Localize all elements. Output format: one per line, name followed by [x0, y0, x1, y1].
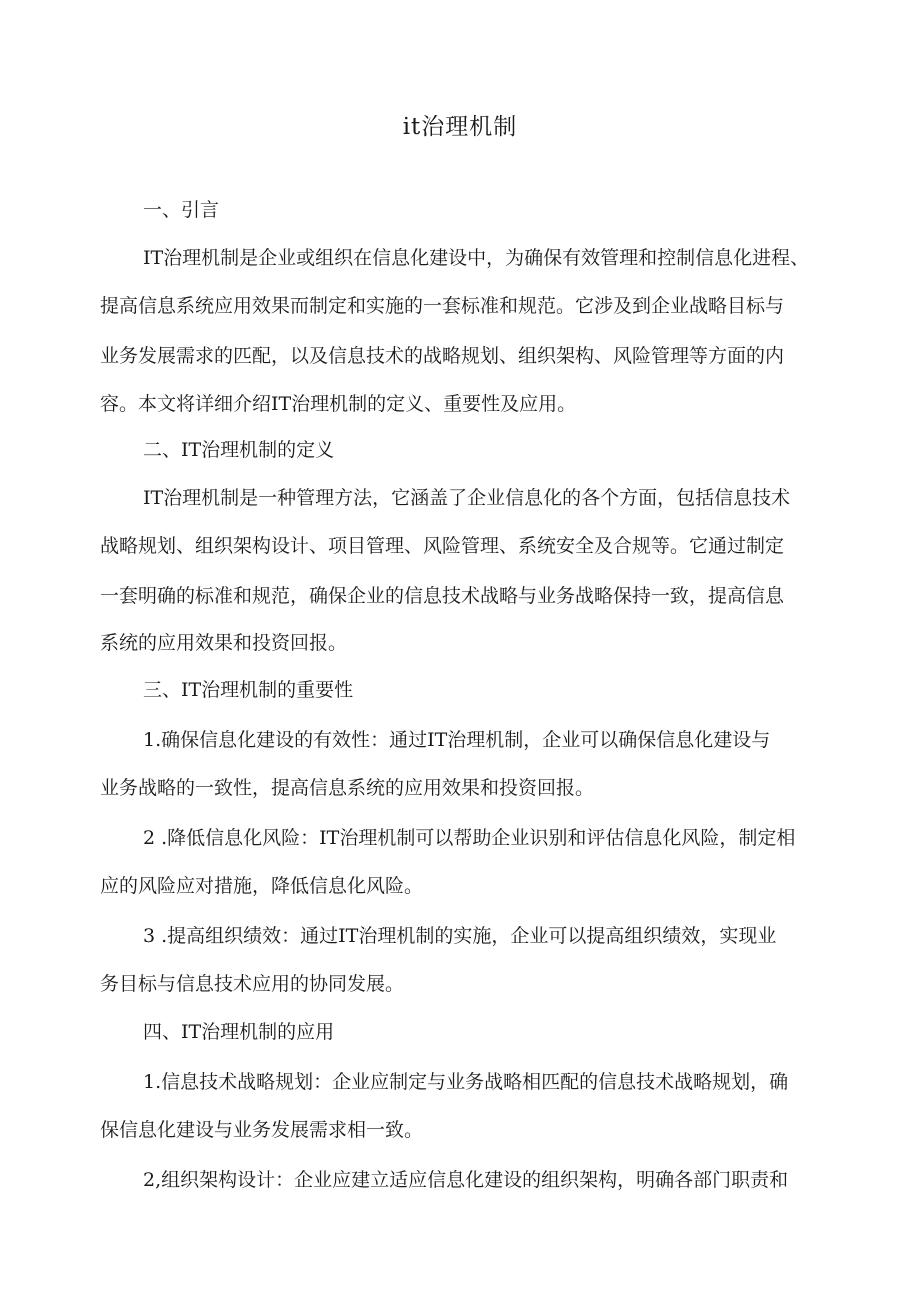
paragraph-line: 业务发展需求的匹配，以及信息技术的战略规划、组织架构、风险管理等方面的内 [100, 345, 785, 367]
section-heading-application: 四、IT治理机制的应用 [143, 1021, 335, 1043]
section-heading-importance: 三、IT治理机制的重要性 [143, 679, 354, 701]
section-heading-definition: 二、IT治理机制的定义 [143, 439, 335, 461]
section-heading-introduction: 一、引言 [143, 199, 220, 221]
document-title: it治理机制 [402, 114, 518, 140]
paragraph-line: IT治理机制是企业或组织在信息化建设中，为确保有效管理和控制信息化进程、 [143, 247, 810, 269]
paragraph-line: 战略规划、组织架构设计、项目管理、风险管理、系统安全及合规等。它通过制定 [100, 535, 785, 557]
list-item-line: 2,组织架构设计：企业应建立适应信息化建设的组织架构，明确各部门职责和 [143, 1169, 789, 1191]
list-item-line: 务目标与信息技术应用的协同发展。 [100, 973, 405, 995]
list-item-line: 应的风险应对措施，降低信息化风险。 [100, 875, 424, 897]
list-item-line: 2 .降低信息化风险：IT治理机制可以帮助企业识别和评估信息化风险，制定相 [143, 827, 796, 849]
list-item-line: 业务战略的一致性，提高信息系统的应用效果和投资回报。 [100, 777, 595, 799]
paragraph-line: 提高信息系统应用效果而制定和实施的一套标准和规范。它涉及到企业战略目标与 [100, 295, 785, 317]
list-item-line: 保信息化建设与业务发展需求相一致。 [100, 1119, 424, 1141]
paragraph-line: 一套明确的标准和规范，确保企业的信息技术战略与业务战略保持一致，提高信息 [100, 585, 785, 607]
list-item-line: 1.确保信息化建设的有效性：通过IT治理机制，企业可以确保信息化建设与 [143, 729, 771, 751]
paragraph-line: IT治理机制是一种管理方法，它涵盖了企业信息化的各个方面，包括信息技术 [143, 487, 791, 509]
list-item-line: 3 .提高组织绩效：通过IT治理机制的实施，企业可以提高组织绩效，实现业 [143, 925, 777, 947]
paragraph-line: 系统的应用效果和投资回报。 [100, 632, 348, 654]
list-item-line: 1.信息技术战略规划：企业应制定与业务战略相匹配的信息技术战略规划，确 [143, 1071, 789, 1093]
paragraph-line: 容。本文将详细介绍IT治理机制的定义、重要性及应用。 [100, 393, 577, 415]
